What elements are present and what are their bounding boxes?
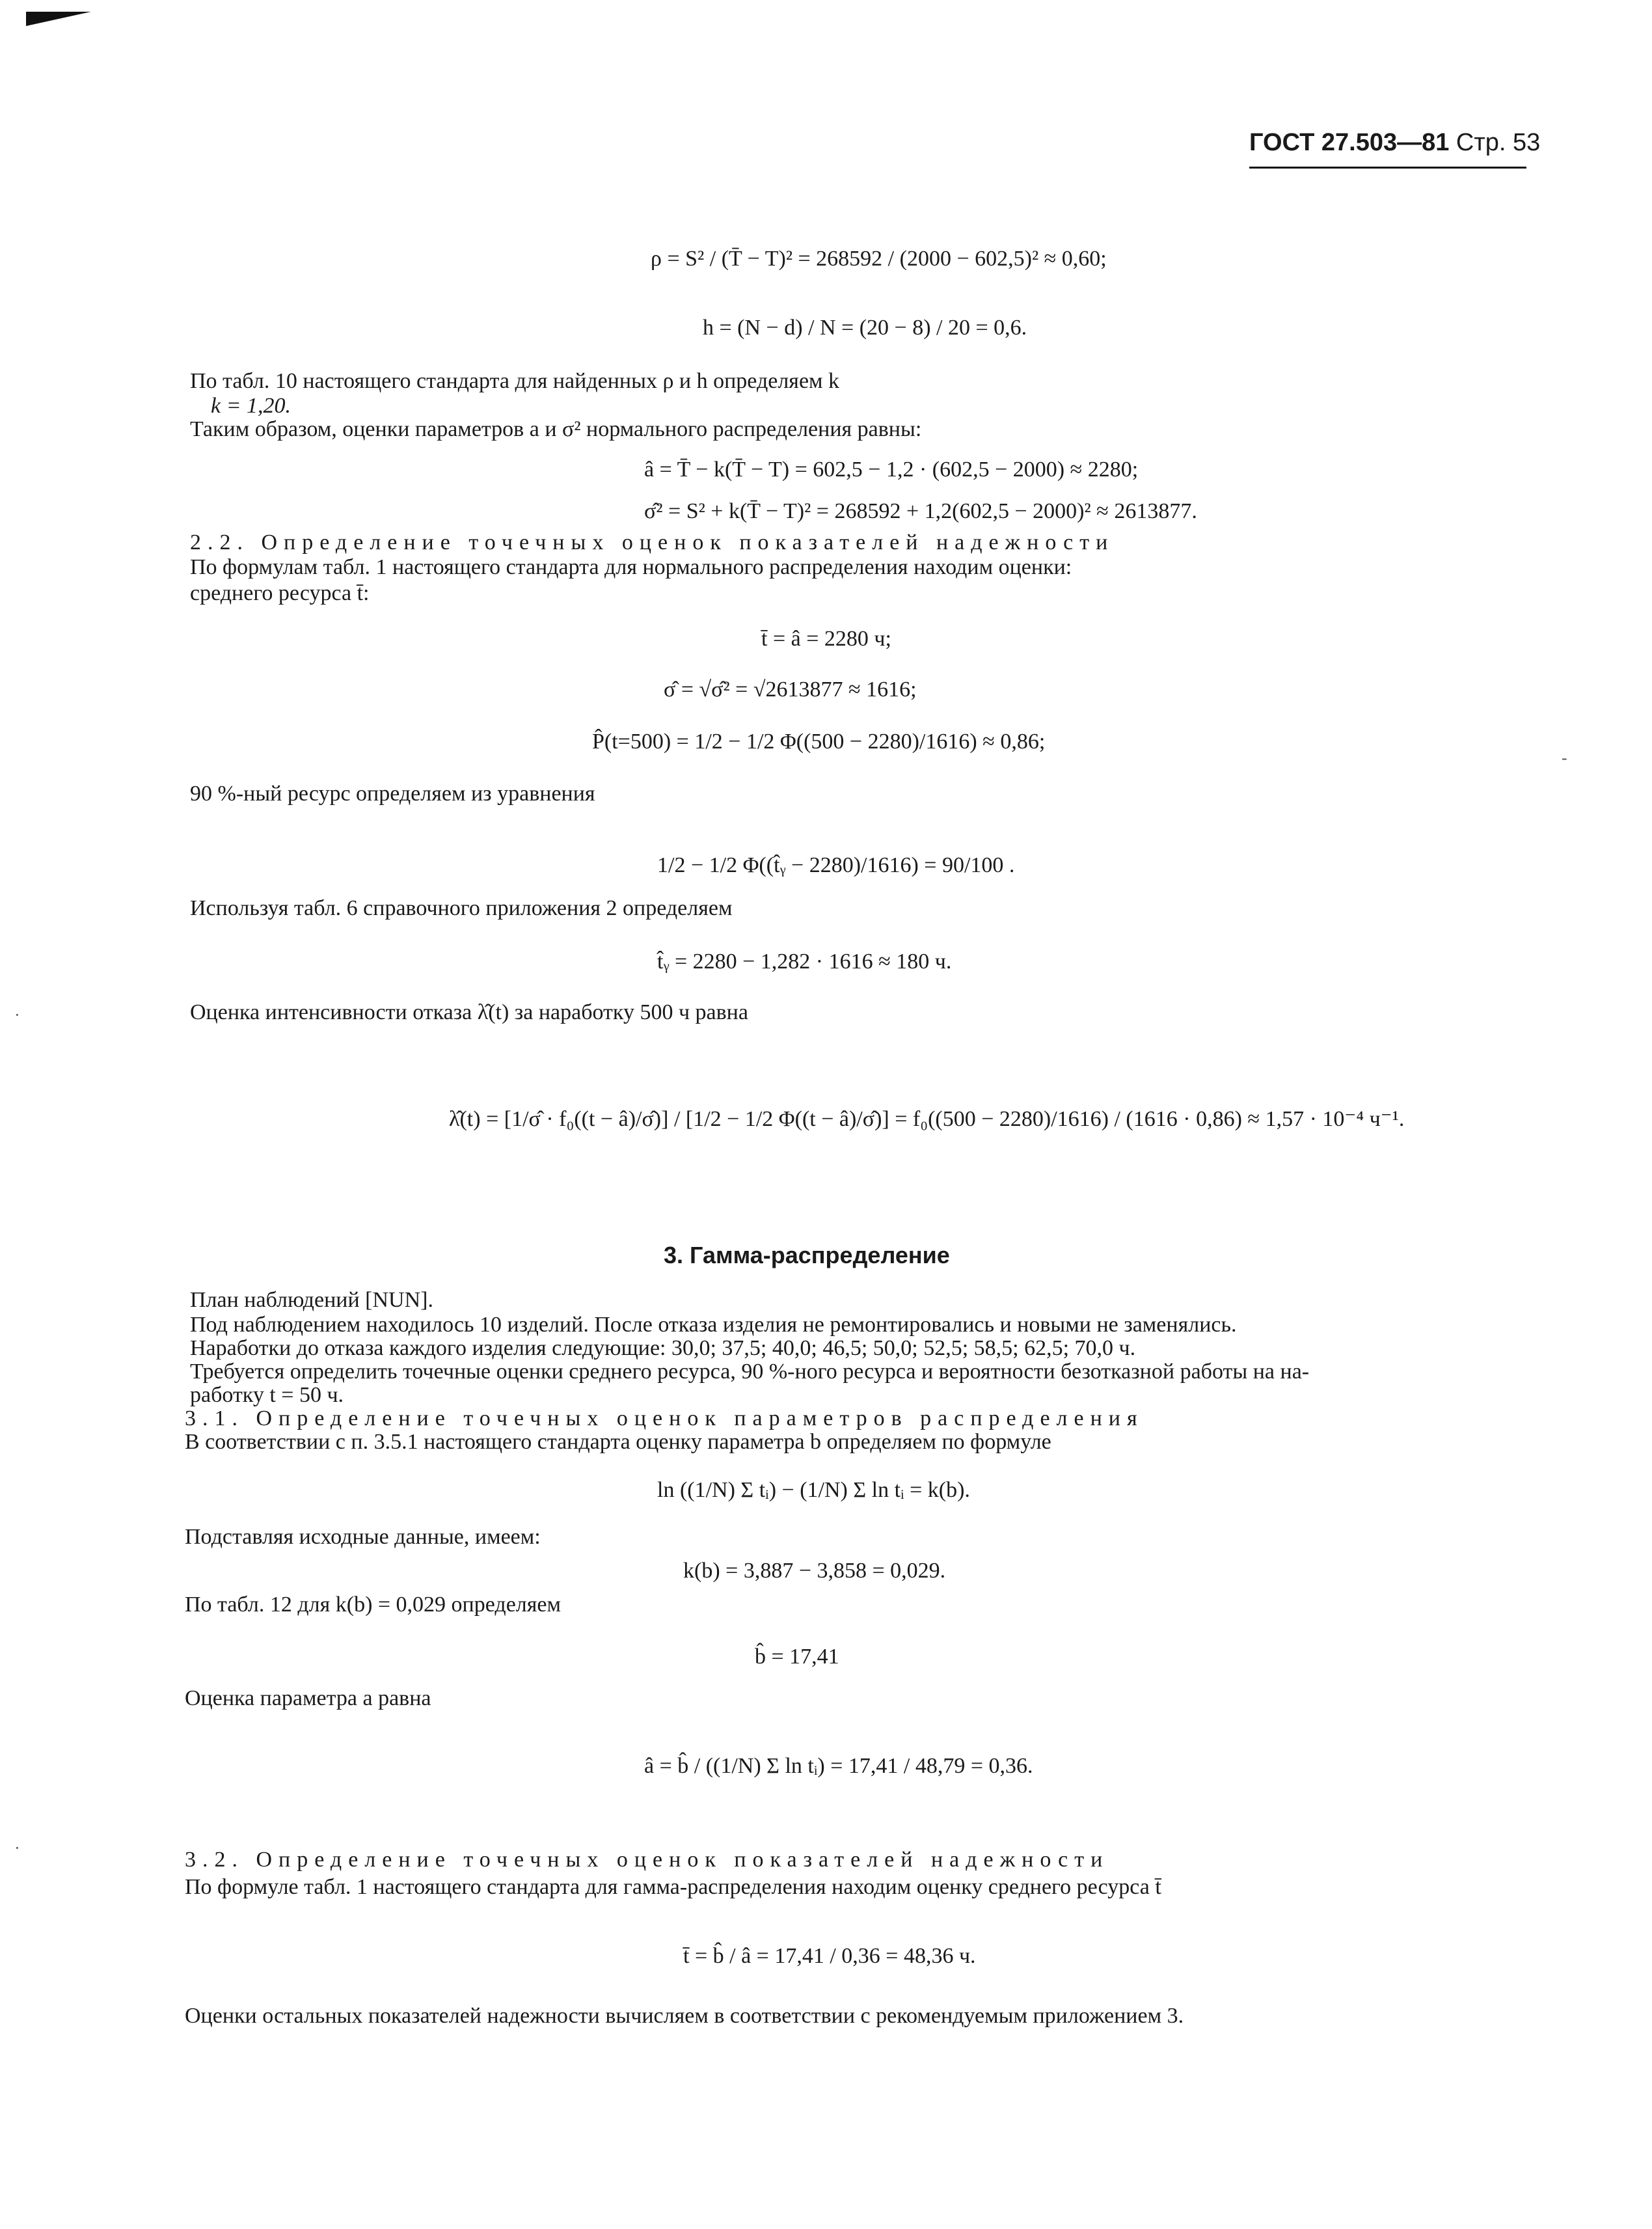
page-header <box>1249 129 1540 157</box>
section-3-title: 3. Гамма-распределение <box>664 1242 950 1268</box>
formula-lambda-estimate: λ̂(t) = [1/σ̂ · f₀((t − â)/σ̂)] / [1/2 − 1/2 Φ((t − â)/σ̂)] = f₀((500 − 2280)/1616) / (1616 · 0,86) ≈ 1,57 · 10⁻⁴ ч⁻¹. <box>449 1107 1405 1131</box>
paragraph-observation-1: Под наблюдением находилось 10 изделий. После отказа изделия не ремонтировались и новыми не заменялись. <box>190 1313 1237 1337</box>
paragraph-substitution: Подставляя исходные данные, имеем: <box>185 1525 541 1549</box>
paragraph-requirement-2: работку t = 50 ч. <box>190 1383 344 1407</box>
paragraph-gamma-mean: По формуле табл. 1 настоящего стандарта для гамма-распределения находим оценку среднего ресурса t̄ <box>185 1875 1161 1899</box>
formula-t-gamma-mean: t̄ = b̂ / â = 17,41 / 0,36 = 48,36 ч. <box>683 1944 976 1968</box>
paragraph-estimates: Таким образом, оценки параметров a и σ² нормального распределения равны: <box>190 417 922 441</box>
section-3-1-heading: 3.1. Определение точечных оценок параметров распределения <box>185 1406 1144 1430</box>
scan-mark: · <box>14 1005 20 1024</box>
formula-ln-equation: ln ((1/N) Σ tᵢ) − (1/N) Σ ln tᵢ = k(b). <box>657 1478 970 1502</box>
paragraph-observation-2: Наработки до отказа каждого изделия следующие: 30,0; 37,5; 40,0; 46,5; 50,0; 52,5; 58,5; 62,5; 70,0 ч. <box>190 1336 1136 1360</box>
standard-number: ГОСТ 27.503—81 <box>1249 129 1450 156</box>
formula-sigma2-estimate: σ̂² = S² + k(T̄ − T)² = 268592 + 1,2(602,5 − 2000)² ≈ 2613877. <box>644 499 1197 523</box>
formula-kb-value: k(b) = 3,887 − 3,858 = 0,029. <box>683 1559 946 1583</box>
paragraph-requirement-1: Требуется определить точечные оценки среднего ресурса, 90 %-ного ресурса и вероятности безотказной работы на на- <box>190 1360 1310 1384</box>
paragraph-parameter-b: В соответствии с п. 3.5.1 настоящего стандарта оценку параметра b определяем по формуле <box>185 1430 1051 1454</box>
formula-h: h = (N − d) / N = (20 − 8) / 20 = 0,6. <box>703 316 1027 340</box>
formula-b-estimate: b̂ = 17,41 <box>755 1645 839 1669</box>
scan-mark: · <box>14 1839 20 1857</box>
paragraph-table6: Используя табл. 6 справочного приложения 2 определяем <box>190 896 733 920</box>
header-rule <box>1249 167 1526 169</box>
paragraph-k-value: k = 1,20. <box>211 394 291 418</box>
paragraph-failure-rate: Оценка интенсивности отказа λ̂(t) за наработку 500 ч равна <box>190 1000 748 1024</box>
corner-mark <box>26 12 91 26</box>
paragraph-table12: По табл. 12 для k(b) = 0,029 определяем <box>185 1593 561 1617</box>
formula-a-gamma: â = b̂ / ((1/N) Σ ln tᵢ) = 17,41 / 48,79 = 0,36. <box>644 1754 1033 1778</box>
paragraph-90-percent: 90 %-ный ресурс определяем из уравнения <box>190 782 595 806</box>
formula-t-mean: t̄ = â = 2280 ч; <box>761 627 891 651</box>
formula-sigma-estimate: σ̂ = √σ̂² = √2613877 ≈ 1616; <box>664 677 917 702</box>
formula-gamma-equation: 1/2 − 1/2 Φ((t̂ᵧ − 2280)/1616) = 90/100 . <box>657 853 1015 877</box>
paragraph-mean-resource: среднего ресурса t̄: <box>190 581 370 605</box>
paragraph-parameter-a: Оценка параметра a равна <box>185 1686 431 1710</box>
section-3-2-heading: 3.2. Определение точечных оценок показателей надежности <box>185 1848 1109 1872</box>
paragraph-table10: По табл. 10 настоящего стандарта для найденных ρ и h определяем k <box>190 369 840 393</box>
paragraph-normal-formulas: По формулам табл. 1 настоящего стандарта для нормального распределения находим оценки: <box>190 555 1072 579</box>
paragraph-final: Оценки остальных показателей надежности вычисляем в соответствии с рекомендуемым приложением 3. <box>185 2004 1184 2028</box>
paragraph-plan: План наблюдений [NUN]. <box>190 1288 433 1312</box>
formula-a-estimate: â = T̄ − k(T̄ − T) = 602,5 − 1,2 · (602,5 − 2000) ≈ 2280; <box>644 458 1139 482</box>
page-number: Стр. 53 <box>1456 129 1541 156</box>
formula-probability: P̂(t=500) = 1/2 − 1/2 Φ((500 − 2280)/1616) ≈ 0,86; <box>592 730 1046 754</box>
formula-rho: ρ = S² / (T̄ − T)² = 268592 / (2000 − 602,5)² ≈ 0,60; <box>651 247 1107 271</box>
section-2-2-heading: 2.2. Определение точечных оценок показателей надежности <box>190 530 1115 554</box>
formula-t-gamma: t̂ᵧ = 2280 − 1,282 · 1616 ≈ 180 ч. <box>657 950 952 974</box>
scan-mark: - <box>1562 748 1567 767</box>
